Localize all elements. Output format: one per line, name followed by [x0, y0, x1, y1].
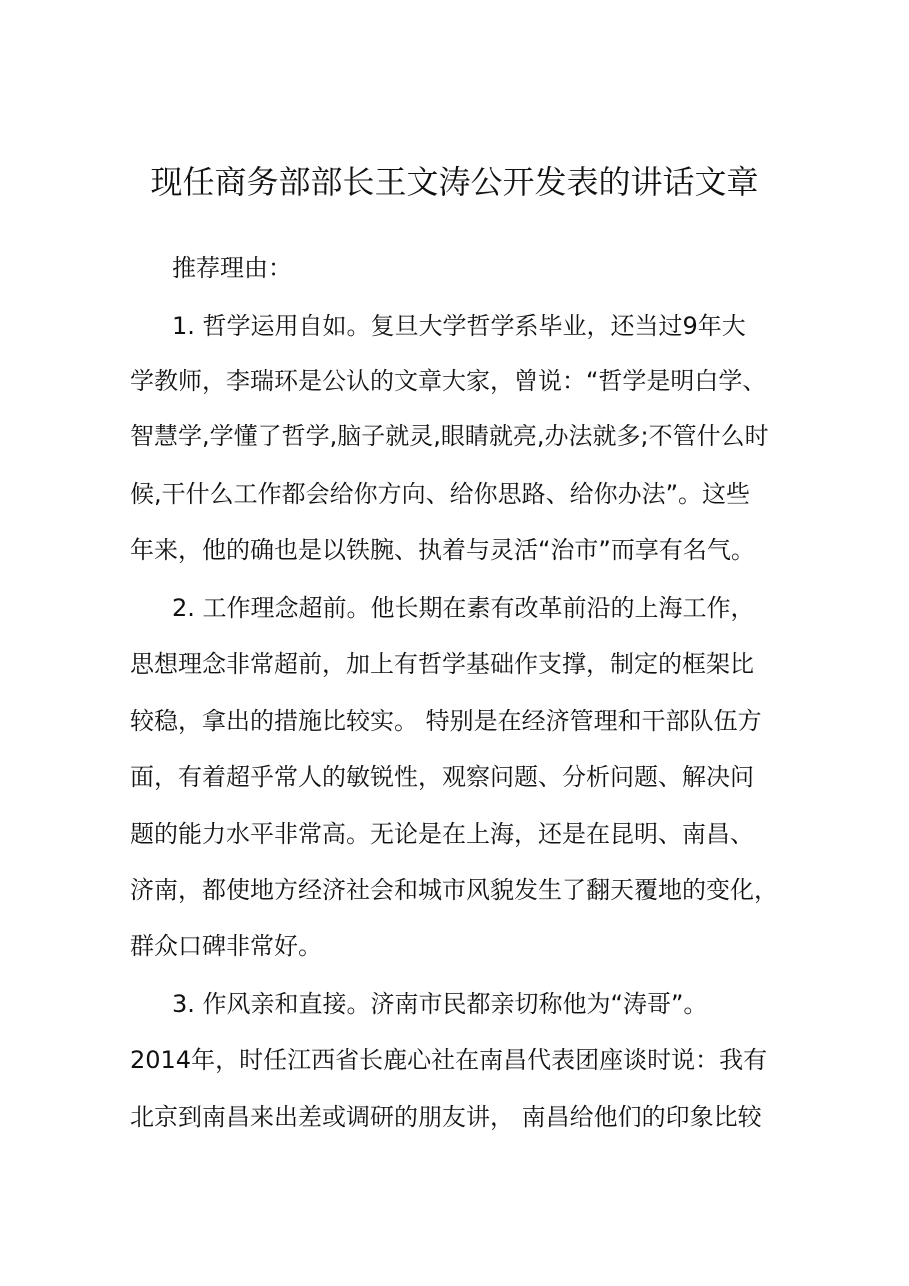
paragraph-line: 学教师，李瑞环是公认的文章大家，曾说：“哲学是明白学、: [130, 367, 767, 395]
paragraph-line: 3. 作风亲和直接。济南市民都亲切称他为“涛哥”。: [172, 990, 708, 1018]
paragraph-line: 群众口碑非常好。: [130, 932, 322, 960]
paragraph-line: 面，有着超乎常人的敏锐性，观察问题、分析问题、解决问: [130, 763, 754, 791]
paragraph-line: 年来，他的确也是以铁腕、执着与灵活“治市”而享有名气。: [130, 536, 755, 564]
paragraph-line: 题的能力水平非常高。无论是在上海，还是在昆明、南昌、: [130, 820, 754, 848]
paragraph-line: 北京到南昌来出差或调研的朋友讲， 南昌给他们的印象比较: [130, 1103, 762, 1131]
paragraph-line: 较稳，拿出的措施比较实。 特别是在经济管理和干部队伍方: [130, 707, 762, 735]
recommendation-heading: 推荐理由：: [172, 254, 292, 282]
paragraph-line: 思想理念非常超前，加上有哲学基础作支撑，制定的框架比: [130, 650, 754, 678]
paragraph-line: 智慧学,学懂了哲学,脑子就灵,眼睛就亮,办法就多;不管什么时: [130, 422, 769, 450]
paragraph-line: 1. 哲学运用自如。复旦大学哲学系毕业，还当过9年大: [172, 312, 746, 340]
paragraph-line: 2. 工作理念超前。他长期在素有改革前沿的上海工作，: [172, 594, 755, 622]
paragraph-line: 候,干什么工作都会给你方向、给你思路、给你办法”。这些: [130, 480, 751, 508]
paragraph-line: 济南，都使地方经济社会和城市风貌发生了翻天覆地的变化，: [130, 876, 778, 904]
document-title: 现任商务部部长王文涛公开发表的讲话文章: [150, 163, 759, 201]
paragraph-line: 2014年，时任江西省长鹿心社在南昌代表团座谈时说：我有: [130, 1046, 768, 1074]
